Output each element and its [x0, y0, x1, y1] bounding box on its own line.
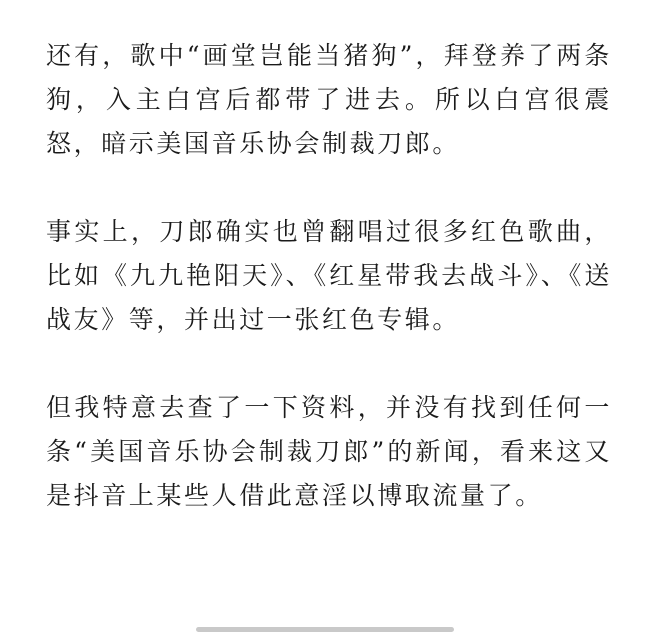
paragraph-1: 还有，歌中“画堂岂能当猪狗”，拜登养了两条狗，入主白宫后都带了进去。所以白宫很震怒，暗示美国音乐协会制裁刀郎。	[46, 41, 612, 158]
article-body	[46, 34, 612, 518]
paragraph-2: 事实上，刀郎确实也曾翻唱过很多红色歌曲，比如《九九艳阳天》、《红星带我去战斗》、《送战友》等，并出过一张红色专辑。	[46, 217, 612, 334]
home-indicator-bar[interactable]	[196, 627, 454, 632]
paragraph-3: 但我特意去查了一下资料，并没有找到任何一条“美国音乐协会制裁刀郎”的新闻，看来这又是抖音上某些人借此意淫以博取流量了。	[46, 393, 612, 510]
